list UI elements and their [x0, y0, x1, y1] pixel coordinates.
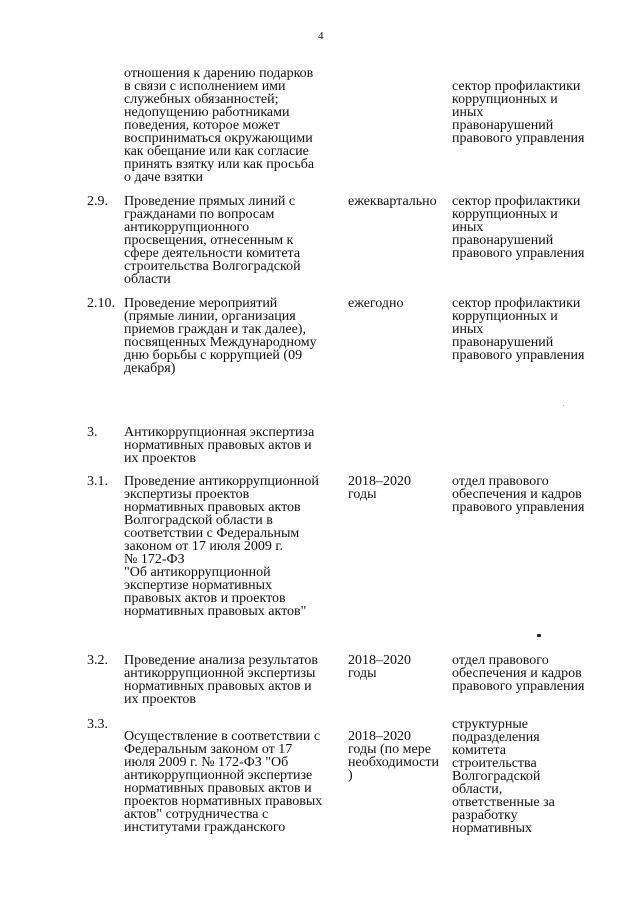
row-description: Проведение анализа результатов антикоррупционной экспертизы нормативных правовых актов и их проектов — [124, 653, 318, 707]
section-number: 3. — [87, 425, 98, 440]
section-title: Антикоррупционная экспертиза нормативных правовых актов и их проектов — [124, 425, 315, 466]
row-number: 3.2. — [87, 653, 108, 668]
row-number: 2.9. — [87, 194, 108, 209]
row-responsible: сектор профилактики коррупционных и иных правонарушений правового управления — [452, 194, 585, 261]
row-responsible: структурные подразделения комитета строительства Волгоградской области, ответственные за разработку нормативных — [452, 717, 555, 836]
row-term: ежегодно — [348, 296, 404, 311]
row-description: Осуществление в соответствии с Федеральным законом от 17 июля 2009 г. № 172-ФЗ "Об антикоррупционной экспертизе нормативных правовых актов и проектов нормативных правовых актов" сотрудничества с институтами гражданского — [124, 729, 323, 835]
row-number: 3.1. — [87, 474, 108, 489]
row-description: Проведение антикоррупционной экспертизы проектов нормативных правовых актов Волгоградской области в соответствии с Федеральным законом от 17 июля 2009 г. № 172-ФЗ "Об антикоррупционной экспертизе нормативных правовых актов и проектов нормативных правовых актов" — [124, 474, 319, 619]
row-responsible: отдел правового обеспечения и кадров правового управления — [452, 653, 585, 694]
row-term: ежеквартально — [348, 194, 437, 209]
row-number: 3.3. — [87, 717, 108, 732]
row-term: 2018–2020 годы — [348, 474, 411, 502]
page-number: 4 — [318, 30, 324, 42]
row-description: Проведение мероприятий (прямые линии, организация приемов граждан и так далее), посвященных Международному дню борьбы с коррупцией (09 декабря) — [124, 296, 317, 376]
row-number: 2.10. — [87, 296, 115, 311]
row-term: 2018–2020 годы — [348, 653, 411, 681]
row-description: Проведение прямых линий с гражданами по вопросам антикоррупционного просвещения, отнесенным к сфере деятельности комитета строительства Волгоградской области — [124, 194, 301, 287]
row-responsible: сектор профилактики коррупционных и иных правонарушений правового управления — [452, 79, 585, 146]
row-responsible: сектор профилактики коррупционных и иных правонарушений правового управления — [452, 296, 585, 363]
scan-speck — [537, 634, 541, 637]
row-term: 2018–2020 годы (по мере необходимости ) — [348, 729, 440, 783]
row-responsible: отдел правового обеспечения и кадров правового управления — [452, 474, 585, 515]
row-description: отношения к дарению подарков в связи с исполнением ими служебных обязанностей; недопущению работниками поведения, которое может восприниматься окружающими как обещание или как согласие принять взятку или как просьба о даче взятки — [124, 66, 315, 185]
scan-speck — [563, 405, 564, 406]
